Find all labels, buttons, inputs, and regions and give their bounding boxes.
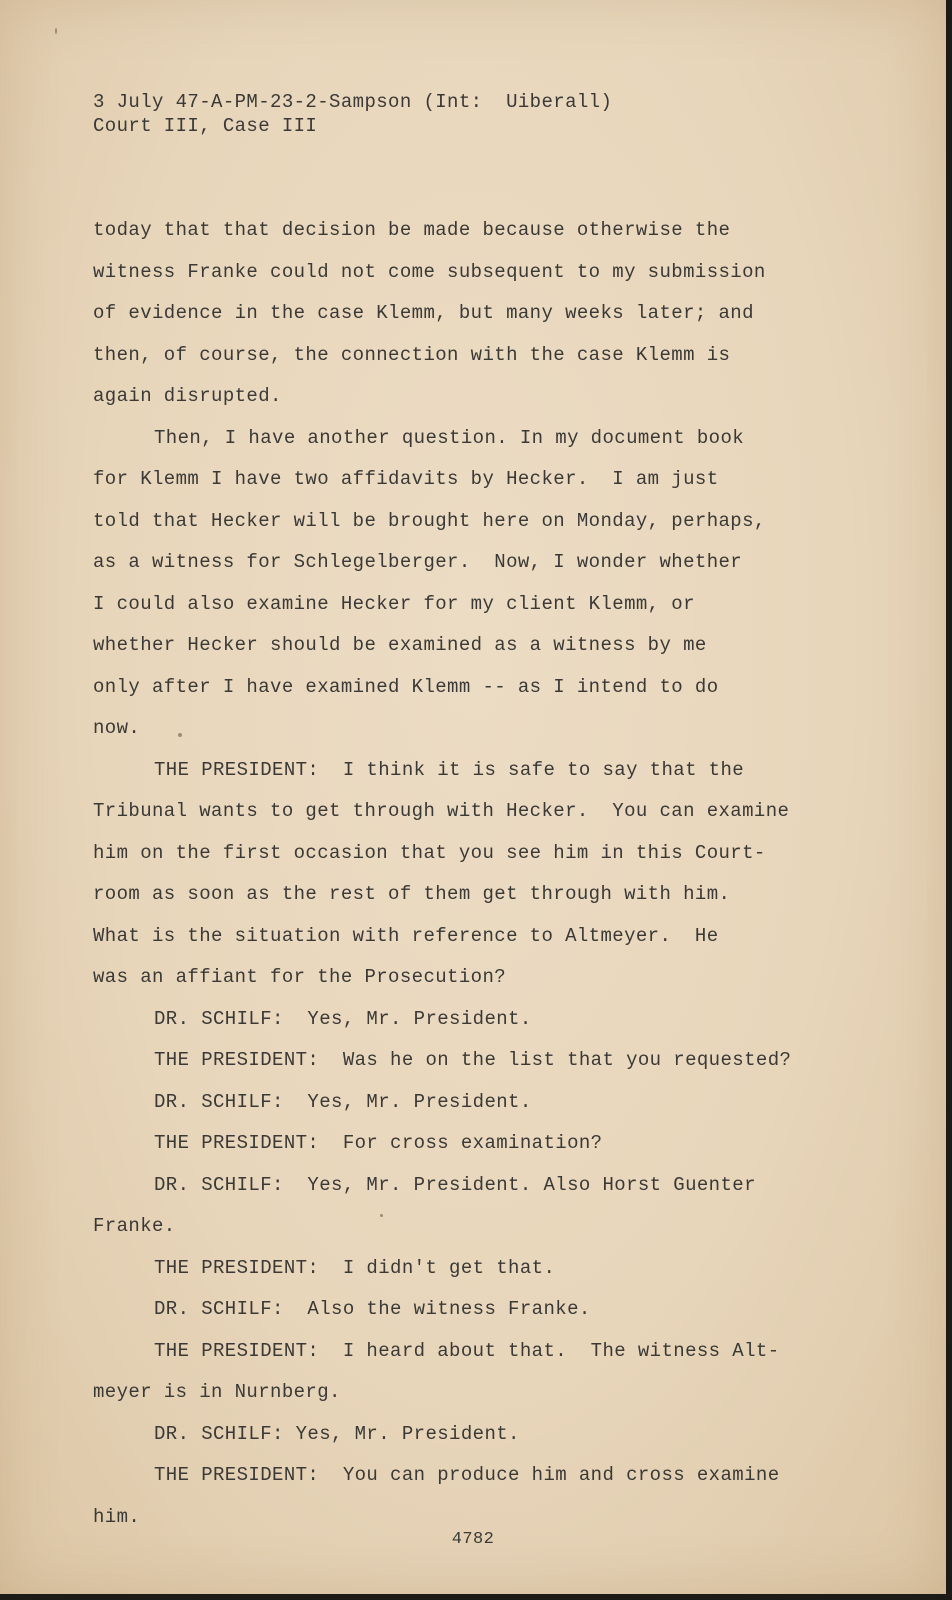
transcript-line: DR. SCHILF: Yes, Mr. President. Also Horst Guenter: [154, 1173, 756, 1196]
transcript-line: Tribunal wants to get through with Hecker. You can examine: [93, 800, 790, 822]
transcript-line: meyer is in Nurnberg.: [93, 1381, 341, 1403]
transcript-line: him.: [93, 1505, 141, 1528]
paper-speck: [380, 1214, 383, 1217]
transcript-line: What is the situation with reference to Altmeyer. He: [93, 924, 719, 947]
transcript-line: I could also examine Hecker for my client Klemm, or: [93, 592, 695, 615]
transcript-line: again disrupted.: [93, 385, 282, 407]
transcript-line: room as soon as the rest of them get through with him.: [93, 883, 731, 905]
transcript-line: THE PRESIDENT: For cross examination?: [154, 1132, 603, 1154]
transcript-line: THE PRESIDENT: Was he on the list that you requested?: [154, 1049, 792, 1071]
paper-speck: [178, 733, 182, 737]
paper-speck: [55, 28, 57, 34]
transcript-line: THE PRESIDENT: I didn't get that.: [154, 1256, 556, 1279]
transcript-body: [93, 210, 833, 1538]
transcript-line: as a witness for Schlegelberger. Now, I wonder whether: [93, 551, 743, 573]
transcript-line: for Klemm I have two affidavits by Hecker. I am just: [93, 468, 719, 490]
page-number: 4782: [451, 1530, 495, 1549]
transcript-line: Franke.: [93, 1215, 176, 1237]
transcript-line: THE PRESIDENT: I heard about that. The witness Alt-: [154, 1339, 780, 1362]
transcript-line: DR. SCHILF: Yes, Mr. President.: [154, 1007, 532, 1030]
transcript-line: THE PRESIDENT: I think it is safe to say that the: [154, 758, 745, 781]
header-line-2: Court III, Case III: [93, 115, 318, 137]
transcript-line: whether Hecker should be examined as a witness by me: [93, 634, 707, 656]
transcript-line: THE PRESIDENT: You can produce him and cross examine: [154, 1464, 780, 1486]
transcript-line: was an affiant for the Prosecution?: [93, 966, 507, 988]
transcript-line: only after I have examined Klemm -- as I intend to do: [93, 675, 719, 698]
transcript-line: then, of course, the connection with the case Klemm is: [93, 343, 731, 366]
transcript-line: DR. SCHILF: Also the witness Franke.: [154, 1298, 591, 1320]
transcript-line: told that Hecker will be brought here on Monday, perhaps,: [93, 509, 766, 532]
transcript-line: DR. SCHILF: Yes, Mr. President.: [154, 1090, 532, 1113]
transcript-line: of evidence in the case Klemm, but many weeks later; and: [93, 302, 754, 324]
transcript-line: DR. SCHILF: Yes, Mr. President.: [154, 1422, 520, 1445]
transcript-line: witness Franke could not come subsequent to my submission: [93, 260, 766, 283]
transcript-line: him on the first occasion that you see him in this Court-: [93, 841, 766, 864]
transcript-line: Then, I have another question. In my document book: [154, 426, 745, 449]
document-header: [93, 90, 612, 138]
header-line-1: 3 July 47-A-PM-23-2-Sampson (Int: Uiberall): [93, 91, 613, 113]
transcript-line: now.: [93, 717, 141, 739]
transcript-line: today that that decision be made because otherwise the: [93, 219, 731, 241]
